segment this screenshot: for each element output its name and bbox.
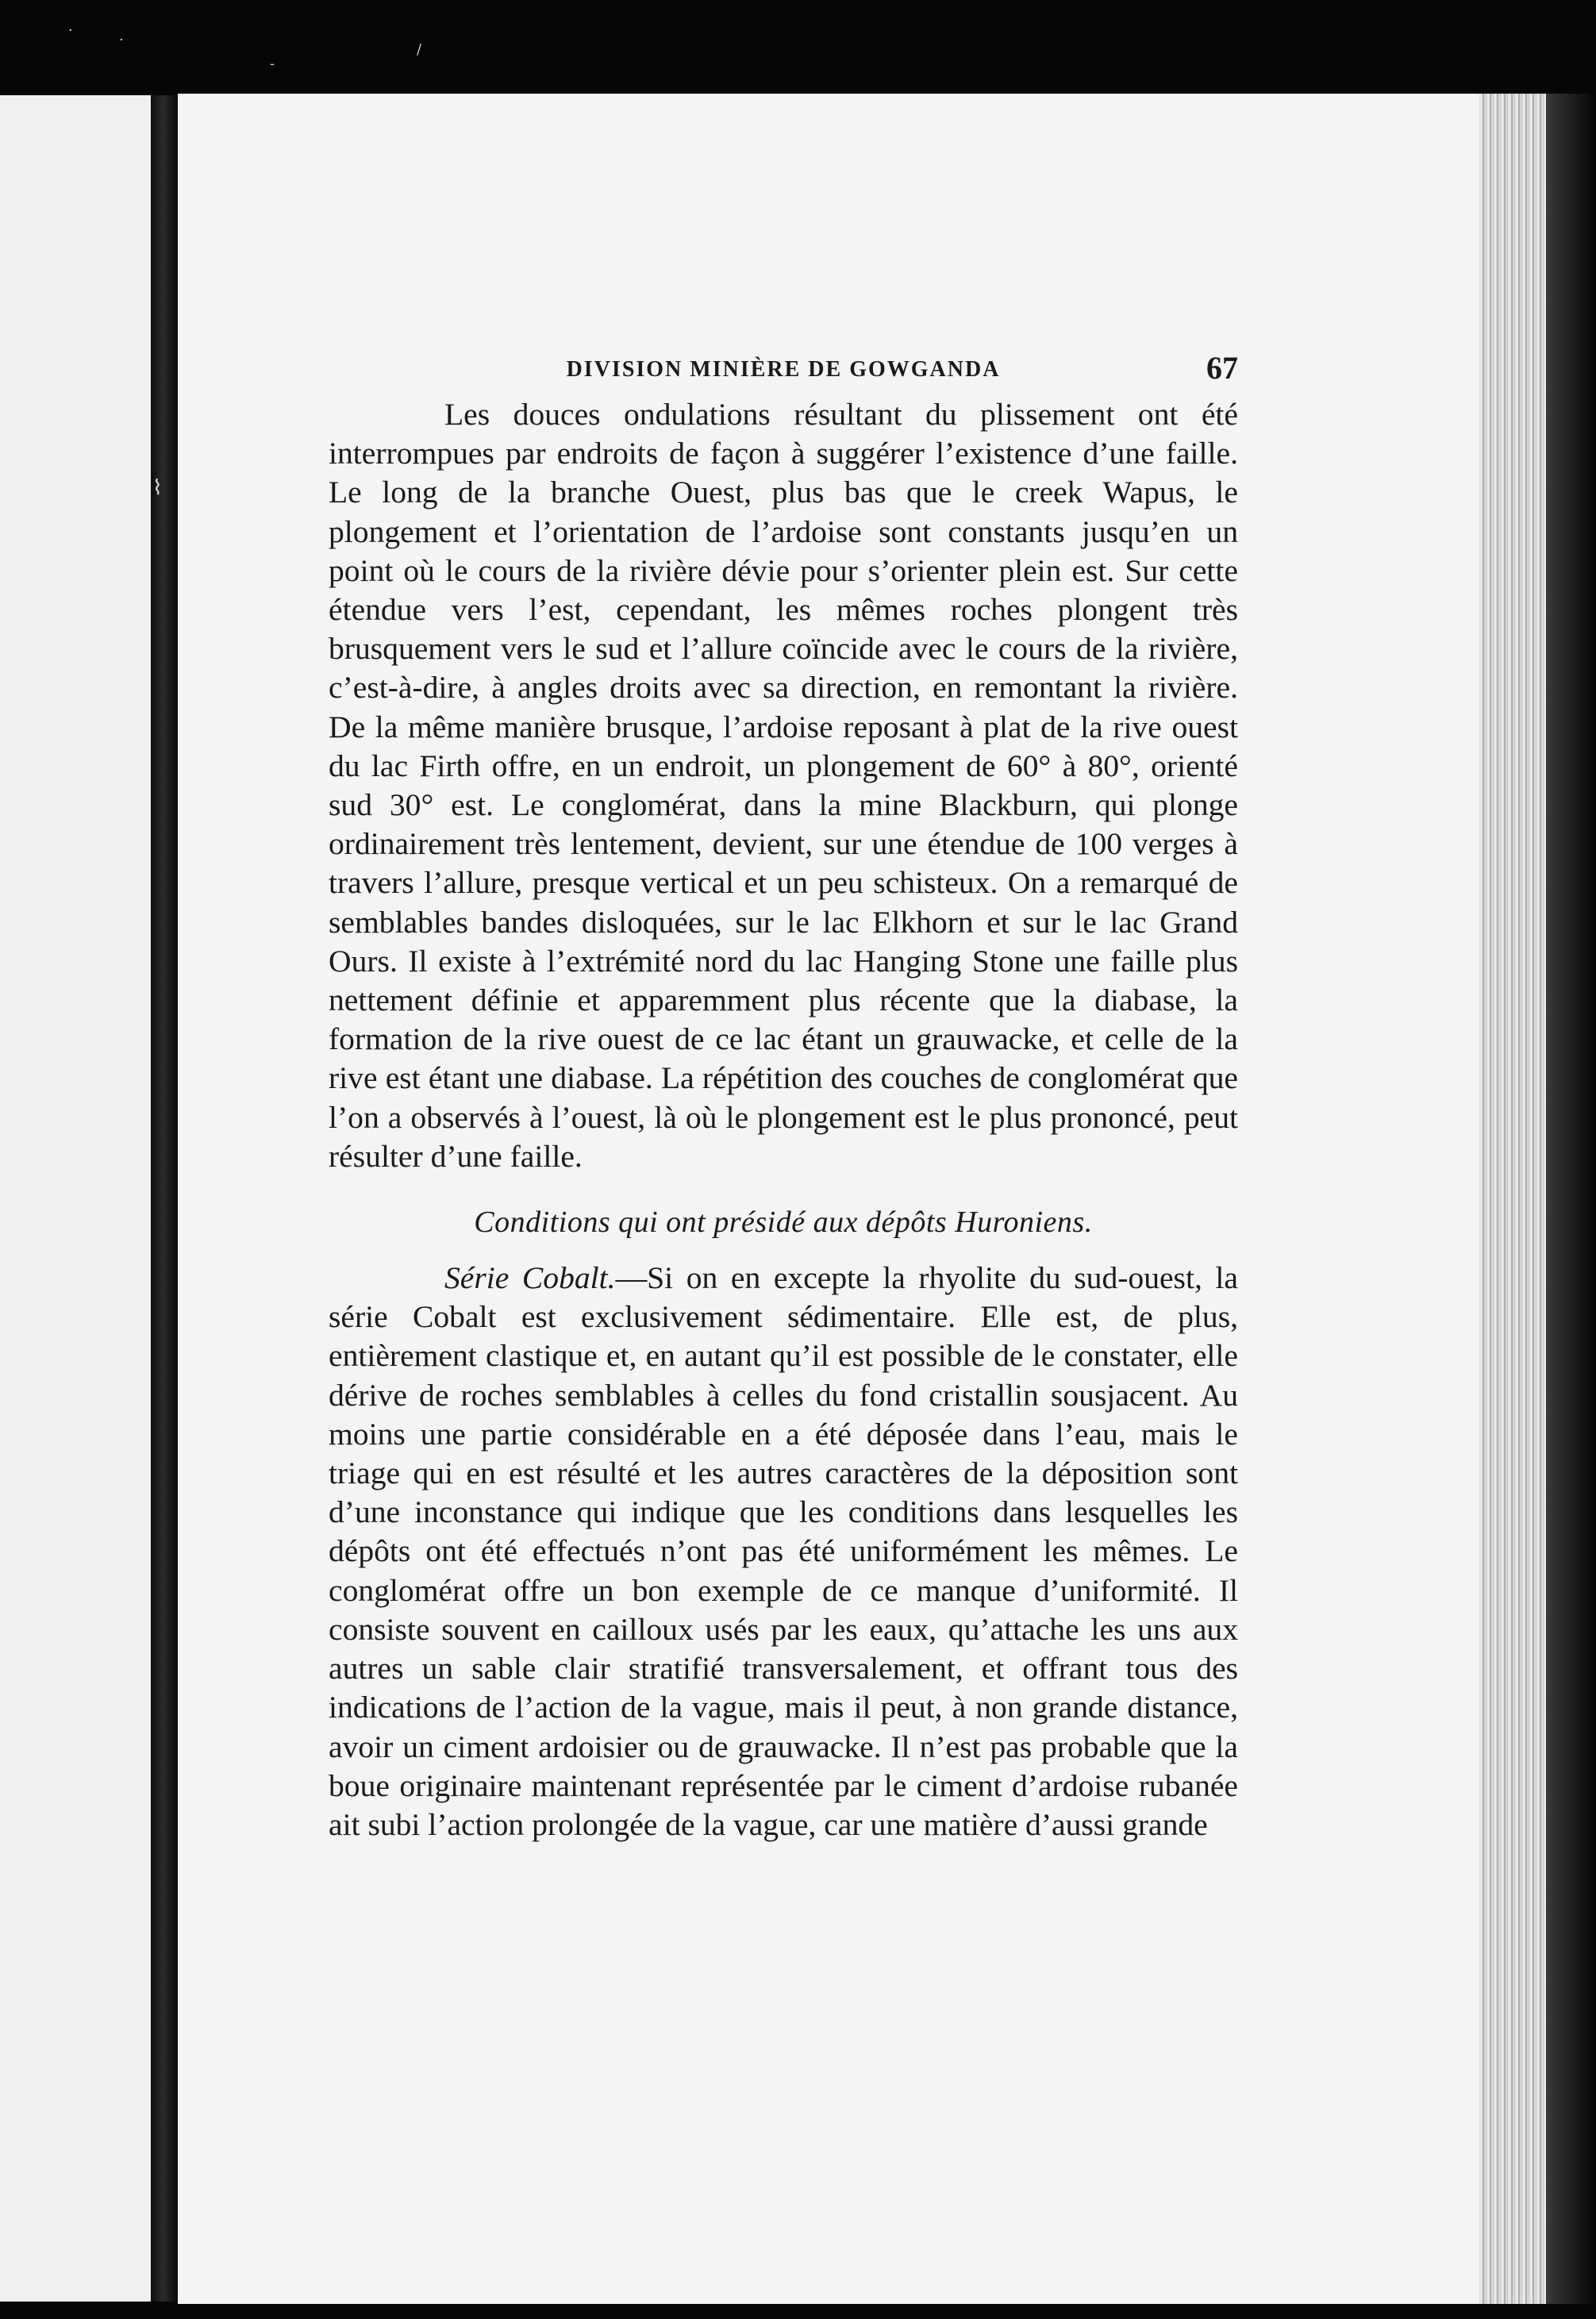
scan-speck: ⌇ (152, 476, 163, 500)
paragraph-cobalt-series (329, 1259, 1238, 1844)
page-number: 67 (1206, 350, 1238, 386)
scan-speck: · (119, 32, 124, 48)
page-stack-edge (1479, 94, 1546, 2304)
scan-speck: - (270, 56, 275, 72)
paragraph-text: —Si on en excepte la rhyolite du sud-ouest, la série Cobalt est exclusivement sédimentaire. Elle est, de plus, entièrement clastique et, en autant qu’il est possible de le constater, elle dérive de roches semblables à celles du fond cristallin sousjacent. Au moins une partie considérable en a été déposée dans l’eau, mais le triage qui en est résulté et les autres caractères de la déposition sont d’une inconstance qui indique que les conditions dans lesquelles les dépôts ont été effectués n’ont pas été uniformément les mêmes. Le conglomérat offre un bon exemple de ce manque d’uniformité. Il consiste souvent en cailloux usés par les eaux, qu’attache les uns aux autres un sable clair stratifié transversalement, et offrant tous des indications de l’action de la vague, mais il peut, à non grande distance, avoir un ciment ardoisier ou de grauwacke. Il n’est pas probable que la boue originaire maintenant représentée par le ciment d’ardoise rubanée ait subi l’action prolongée de la vague, car une matière d’aussi grande (329, 1260, 1238, 1842)
paragraph-faults: Les douces ondulations résultant du plissement ont été interrompues par endroits de façon à suggérer l’existence d’une faille. Le long de la branche Ouest, plus bas que le creek Wapus, le plongement et l’orientation de l’ardoise sont constants jusqu’en un point où le cours de la rivière dévie pour s’orienter plein est. Sur cette étendue vers l’est, cependant, les mêmes roches plongent très brusquement vers le sud et l’allure coïncide avec le cours de la rivière, c’est-à-dire, à angles droits avec sa direction, en remontant la rivière. De la même manière brusque, l’ardoise reposant à plat de la rive ouest du lac Firth offre, en un endroit, un plongement de 60° à 80°, orienté sud 30° est. Le conglomérat, dans la mine Blackburn, qui plonge ordinairement très lentement, devient, sur une étendue de 100 verges à travers l’allure, presque vertical et un peu schisteux. On a remarqué de semblables bandes disloquées, sur le lac Elkhorn et sur le lac Grand Ours. Il existe à l’extrémité nord du lac Hanging Stone une faille plus nettement définie et apparemment plus récente que la diabase, la formation de la rive ouest de ce lac étant un grauwacke, et celle de la rive est étant une diabase. La répétition des couches de conglomérat que l’on a observés à l’ouest, là où le plongement est le plus prononcé, peut résulter d’une faille. (329, 397, 1238, 1174)
book-binding (151, 95, 178, 2302)
page-content (329, 349, 1238, 1844)
scan-speck: · (68, 22, 73, 39)
paragraph-lead-in: Série Cobalt. (444, 1260, 616, 1296)
facing-page-edge (0, 95, 167, 2302)
scan-border-top (0, 0, 1596, 94)
running-header (329, 349, 1238, 389)
scan-speck: / (417, 41, 422, 58)
section-heading: Conditions qui ont présidé aux dépôts Huroniens. (474, 1206, 1093, 1240)
scan-border-right (1546, 94, 1596, 2304)
running-title: DIVISION MINIÈRE DE GOWGANDA (566, 357, 1001, 382)
